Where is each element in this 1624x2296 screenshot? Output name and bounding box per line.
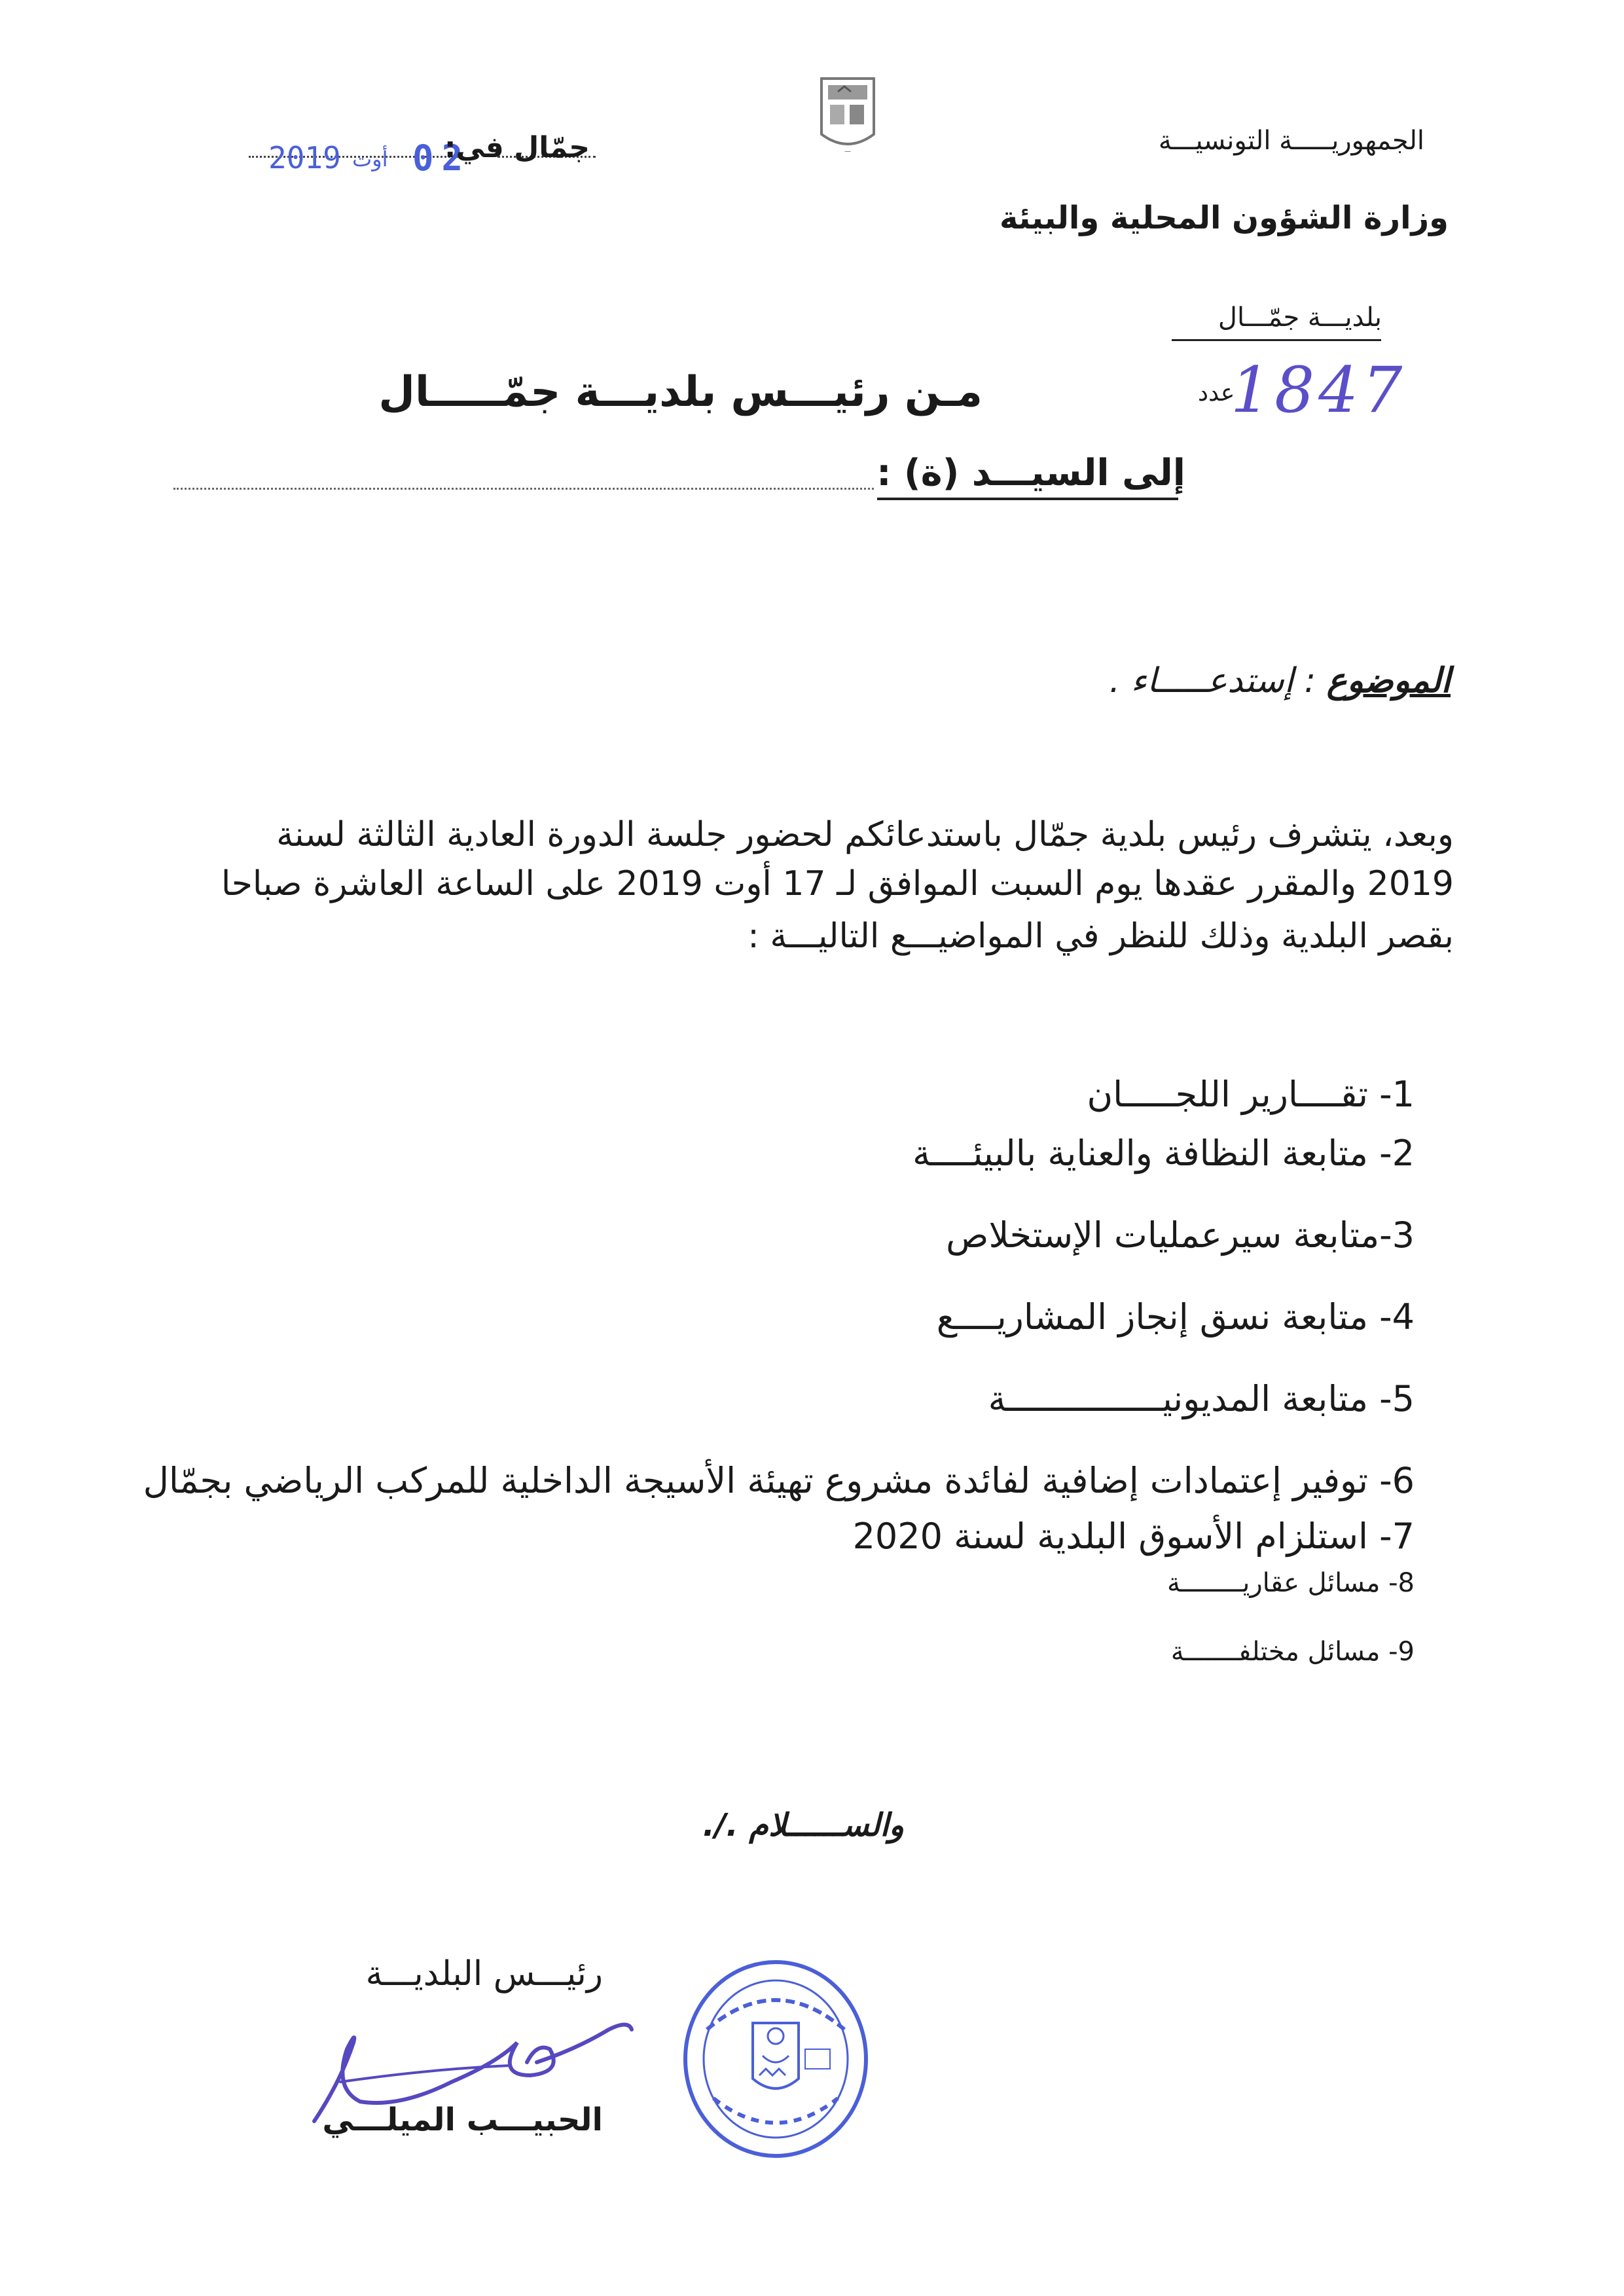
date-year: 2019 xyxy=(268,140,341,175)
recipient-label: إلى السيـــد (ة) : xyxy=(876,452,1185,494)
date-day: 02 xyxy=(412,137,471,179)
body-line-1: وبعد، يتشرف رئيس بلدية جمّال باستدعائكم لحضور جلسة الدورة العادية الثالثة لسنة xyxy=(276,815,1454,854)
subject-label: الموضوع xyxy=(1326,661,1451,701)
subject-value: : إستدعـــــاء . xyxy=(1109,661,1316,701)
agenda-item: 8- مسائل عقاريــــــــة xyxy=(1167,1568,1415,1598)
signatory-title: رئيـــس البلديـــة xyxy=(365,1954,603,1994)
body-line-3: بقصر البلدية وذلك للنظر في المواضيـــع التاليـــة : xyxy=(748,917,1454,956)
municipality-underline xyxy=(1172,339,1381,341)
agenda-item: 7- استلزام الأسوق البلدية لسنة 2020 xyxy=(852,1516,1415,1557)
agenda-item: 4- متابعة نسق إنجاز المشاريــــع xyxy=(936,1296,1415,1338)
date-label: جمّال في: xyxy=(444,131,590,164)
reference-number-label: عدد xyxy=(1198,380,1235,407)
ministry-title: وزارة الشؤون المحلية والبيئة xyxy=(1000,200,1449,236)
body-line-2: 2019 والمقرر عقدها يوم السبت الموافق لـ 17 أوت 2019 على الساعة العاشرة صباحا xyxy=(221,864,1454,903)
official-stamp-icon xyxy=(681,1958,871,2160)
recipient-underline xyxy=(877,498,1178,500)
agenda-item: 1- تقــــارير اللجـــــان xyxy=(1087,1074,1415,1115)
agenda-item: 3-متابعة سيرعمليات الإستخلاص xyxy=(946,1214,1415,1256)
sender-line: مـن رئيـــس بلديـــة جمّـــــال xyxy=(378,368,983,416)
signatory-name: الحبيـــب الميلـــي xyxy=(322,2102,603,2138)
agenda-item: 9- مسائل مختلفـــــــة xyxy=(1170,1637,1415,1667)
municipality-name: بلديـــة جمّـــال xyxy=(1218,302,1382,333)
republic-title: الجمهوريـــــة التونسيـــة xyxy=(1158,126,1424,156)
svg-text:ـــ: ـــ xyxy=(844,147,851,154)
agenda-item: 6- توفير إعتمادات إضافية لفائدة مشروع تهيئة الأسيجة الداخلية للمركب الرياضي بجمّال xyxy=(143,1460,1415,1501)
date-month: أوت xyxy=(352,147,388,172)
subject-line xyxy=(1110,661,1451,701)
agenda-item: 5- متابعة المديونيـــــــــــــــة xyxy=(988,1378,1415,1419)
recipient-dotted-line xyxy=(173,488,874,490)
closing-salutation: والســــــلام ./. xyxy=(702,1807,904,1844)
agenda-item: 2- متابعة النظافة والعناية بالبيئــــة xyxy=(912,1133,1415,1174)
reference-number: 1847 xyxy=(1231,354,1407,427)
ministry-emblem-icon xyxy=(812,72,884,157)
